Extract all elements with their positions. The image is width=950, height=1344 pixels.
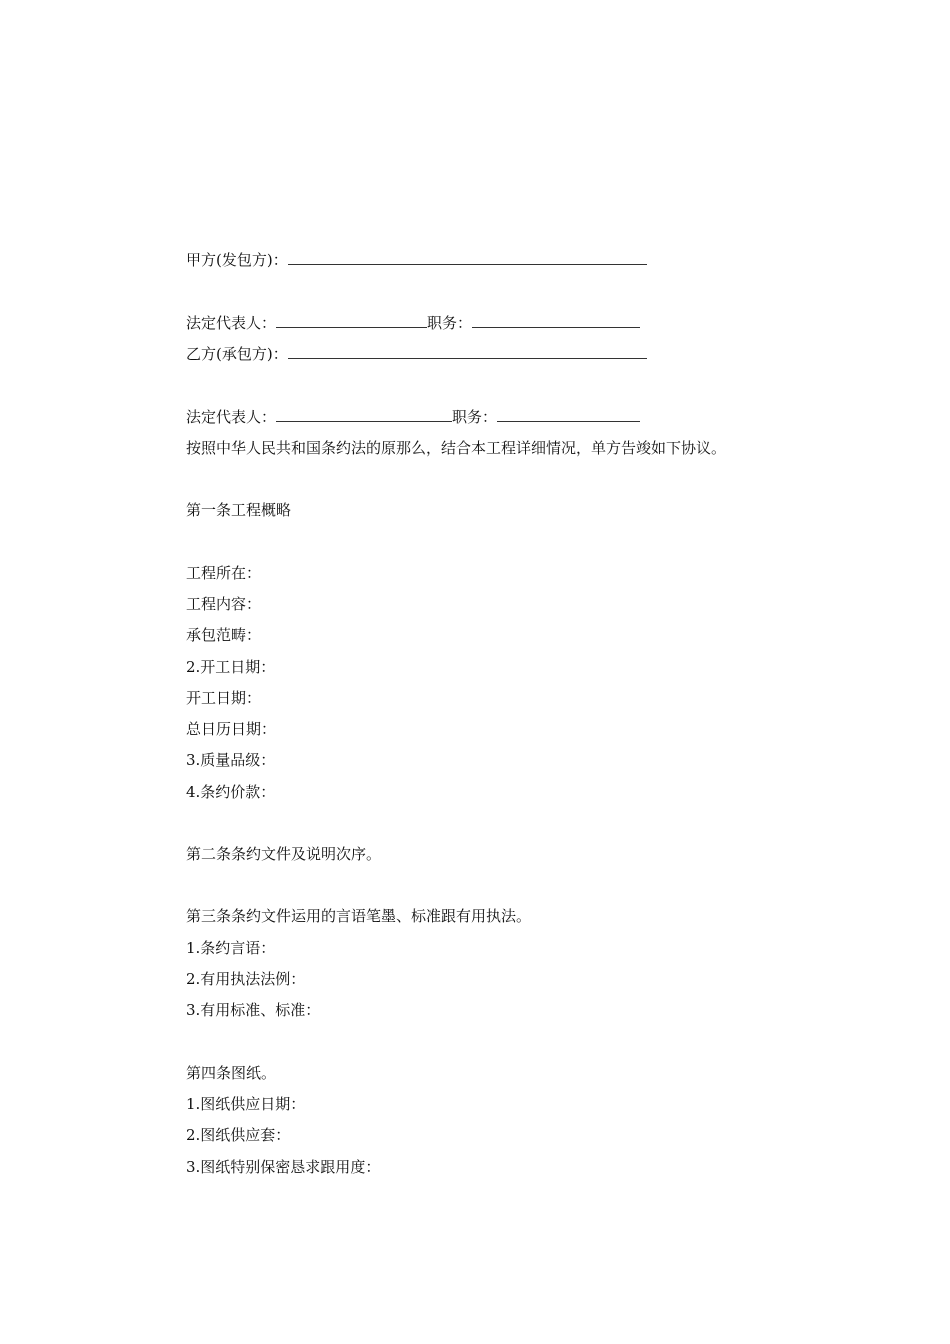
- party-b-rep-line: [186, 407, 640, 427]
- party-b-line: [186, 344, 647, 364]
- party-b-label: 乙方(承包方)：: [186, 345, 288, 363]
- party-a-position-blank[interactable]: [472, 313, 640, 328]
- article-1-item: 工程所在：: [186, 564, 262, 582]
- party-b-position-label: 职务：: [452, 408, 498, 426]
- article-4-item: 3.图纸特别保密恳求跟用度：: [186, 1158, 381, 1176]
- article-4-title: 第四条图纸。: [186, 1064, 277, 1082]
- article-4-item: 2.图纸供应套：: [186, 1126, 291, 1144]
- article-1-item: 开工日期：: [186, 689, 262, 707]
- article-1-item: 3.质量品级：: [186, 751, 276, 769]
- article-1-item: 工程内容：: [186, 595, 262, 613]
- article-1-title: 第一条工程概略: [186, 501, 292, 519]
- party-a-position-label: 职务：: [427, 314, 473, 332]
- party-b-rep-blank[interactable]: [276, 407, 452, 422]
- party-b-position-blank[interactable]: [497, 407, 640, 422]
- article-3-item: 2.有用执法法例：: [186, 970, 306, 988]
- party-a-blank[interactable]: [288, 250, 647, 265]
- article-3-item: 1.条约言语：: [186, 939, 276, 957]
- party-b-rep-label: 法定代表人：: [186, 408, 277, 426]
- article-1-item: 2.开工日期：: [186, 658, 276, 676]
- article-1-item: 总日历日期：: [186, 720, 277, 738]
- article-4-item: 1.图纸供应日期：: [186, 1095, 306, 1113]
- party-a-rep-line: [186, 313, 640, 333]
- article-1-item: 4.条约价款：: [186, 783, 276, 801]
- article-3-title: 第三条条约文件运用的言语笔墨、标准跟有用执法。: [186, 907, 532, 925]
- party-a-label: 甲方(发包方)：: [186, 251, 288, 269]
- party-a-line: [186, 250, 647, 270]
- article-2-title: 第二条条约文件及说明次序。: [186, 845, 382, 863]
- party-b-blank[interactable]: [288, 344, 647, 359]
- party-a-rep-label: 法定代表人：: [186, 314, 277, 332]
- article-1-item: 承包范畴：: [186, 626, 262, 644]
- preamble: 按照中华人民共和国条约法的原那么，结合本工程详细情况，单方告竣如下协议。: [186, 439, 727, 457]
- party-a-rep-blank[interactable]: [276, 313, 427, 328]
- article-3-item: 3.有用标准、标准：: [186, 1001, 321, 1019]
